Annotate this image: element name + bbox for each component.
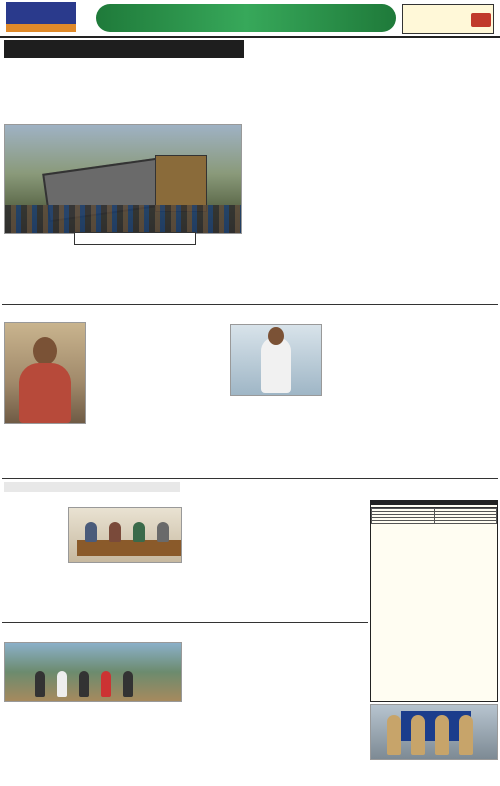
- accident-body: [4, 60, 240, 122]
- officials-photo: [370, 704, 498, 760]
- accident-photo: [4, 124, 242, 234]
- train-headline-1: [246, 40, 496, 54]
- review-headline: [184, 482, 366, 496]
- railway-notice-table: [371, 508, 497, 524]
- review-col-1: [184, 498, 272, 618]
- flood-visit-photo: [4, 642, 182, 702]
- shrinkhala-col-1: [160, 324, 226, 474]
- page-number: [471, 13, 491, 27]
- train-headline-2: [246, 55, 496, 69]
- person-shape: [101, 671, 111, 697]
- review-col-2: [276, 498, 366, 618]
- vidhayak-subheadline: [4, 482, 180, 492]
- logo-wordmark: [6, 2, 76, 24]
- vidhayak-headline: [4, 493, 180, 505]
- person-shape: [387, 715, 401, 755]
- divider: [2, 478, 498, 479]
- woman-head-shape: [33, 337, 57, 365]
- masthead: [0, 0, 500, 38]
- woman-body-3: [80, 424, 154, 474]
- railway-notice-pr-number: [371, 532, 497, 536]
- logo-strip: [6, 24, 76, 32]
- accident-headline: [4, 40, 244, 58]
- mla-visit-col-1: [4, 702, 90, 784]
- person-shape: [157, 522, 169, 542]
- woman-body-1: [88, 322, 154, 422]
- person-shape: [411, 715, 425, 755]
- person-shape: [133, 522, 145, 542]
- shrinkhala-headline: [160, 308, 496, 322]
- mla-visit-col-2: [94, 702, 180, 784]
- crowd-shape: [5, 205, 241, 233]
- accident-body-right: [4, 246, 240, 302]
- vidhayak-col-1: [4, 507, 64, 617]
- shrinkhala-col-2: [230, 396, 320, 474]
- railway-notice: [370, 500, 498, 702]
- bottom-right-headline: [370, 760, 496, 770]
- shrinkhala-col-4: [412, 324, 496, 474]
- person-shape: [109, 522, 121, 542]
- speaker-photo: [230, 324, 322, 396]
- bottom-right-body: [370, 771, 496, 785]
- speaker-shape: [261, 337, 291, 393]
- meeting-photo: [68, 507, 182, 563]
- truck-cab-shape: [155, 155, 207, 212]
- train-col-4: [434, 72, 496, 300]
- person-shape: [79, 671, 89, 697]
- newspaper-logo: [6, 2, 76, 32]
- woman-body-2: [4, 424, 76, 474]
- train-col-2: [308, 72, 366, 300]
- section-title: [96, 4, 396, 32]
- person-shape: [85, 522, 97, 542]
- shrinkhala-col-3: [324, 324, 408, 474]
- police-col-1: [184, 642, 272, 784]
- person-shape: [35, 671, 45, 697]
- train-col-3: [370, 72, 430, 300]
- woman-saree-shape: [19, 363, 71, 423]
- person-shape: [459, 715, 473, 755]
- table-shape: [77, 540, 182, 556]
- person-shape: [57, 671, 67, 697]
- date-box: [402, 4, 494, 34]
- police-col-2: [276, 642, 366, 784]
- woman-photo: [4, 322, 86, 424]
- person-shape: [123, 671, 133, 697]
- mla-visit-headline: [4, 626, 180, 640]
- woman-headline: [4, 308, 154, 320]
- train-col-1: [246, 72, 304, 300]
- person-shape: [435, 715, 449, 755]
- divider: [2, 304, 498, 305]
- divider: [2, 622, 368, 623]
- accident-photo-caption: [74, 232, 196, 245]
- vidhayak-col-2: [68, 563, 180, 617]
- police-headline: [184, 626, 366, 640]
